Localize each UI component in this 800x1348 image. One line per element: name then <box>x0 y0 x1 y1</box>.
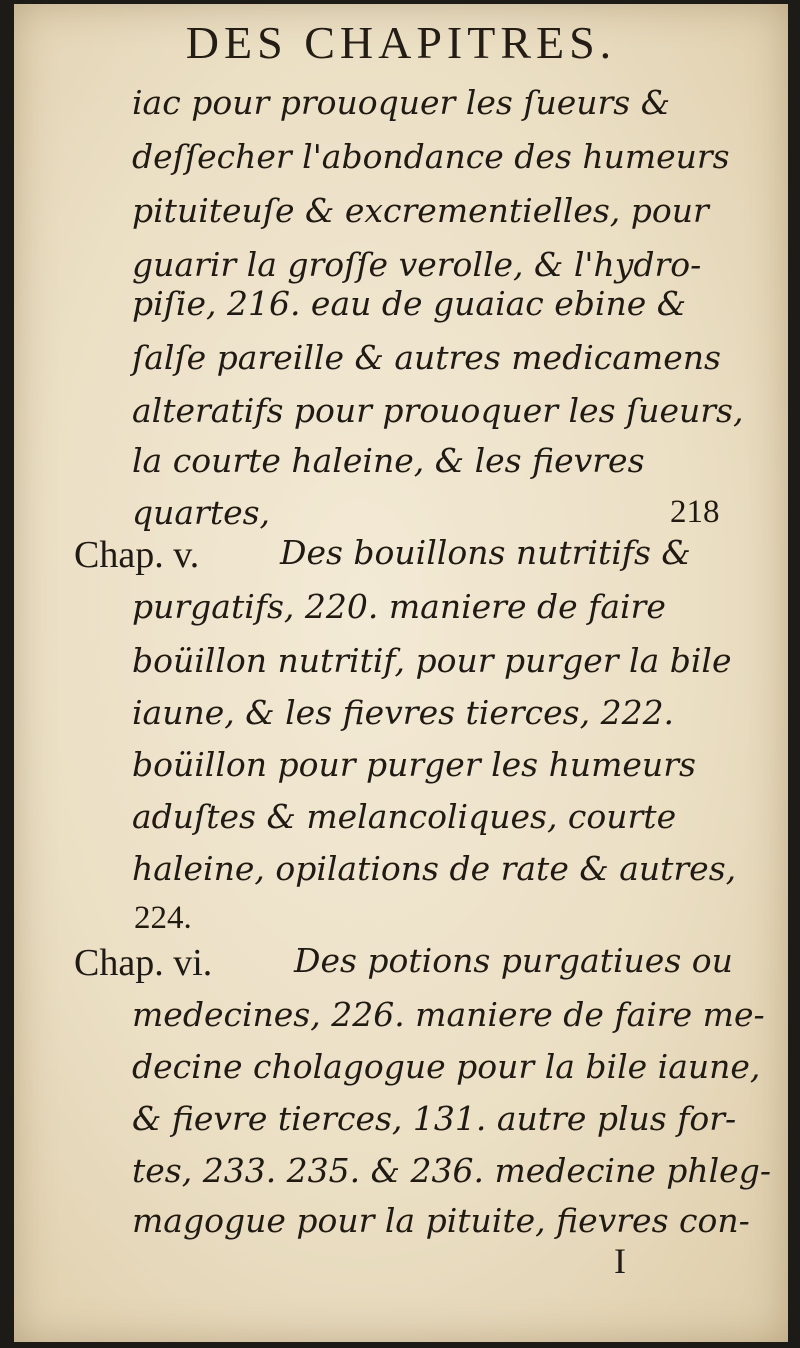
text-line: boüillon nutritif, pour purger la bile <box>132 641 732 680</box>
text-line: iaune, & les fievres tierces, 222. <box>132 693 675 732</box>
chapter-vi-label: Chap. vi. <box>74 942 213 984</box>
text-line: aduſtes & melancoliques, courte <box>132 797 677 836</box>
running-header: DES CHAPITRES. <box>185 17 617 68</box>
book-page <box>14 4 788 1342</box>
text-line: decine cholagogue pour la bile iaune, <box>132 1047 761 1086</box>
chapter-vi-title: Des potions purgatiues ou <box>294 941 733 980</box>
text-line: boüillon pour purger les humeurs <box>132 745 696 784</box>
page-reference: 218 <box>670 494 720 530</box>
text-line: medecines, 226. maniere de faire me- <box>132 995 765 1034</box>
text-line: alteratifs pour prouoquer les ſueurs, <box>132 391 744 430</box>
text-line: pituiteuſe & excrementielles, pour <box>132 191 709 230</box>
text-line: quartes, <box>132 493 271 532</box>
text-line: haleine, opilations de rate & autres, <box>132 849 737 888</box>
text-line: iac pour prouoquer les ſueurs & <box>132 83 671 122</box>
text-line: ſalſe pareille & autres medicamens <box>132 338 721 377</box>
chapter-v-title: Des bouillons nutritifs & <box>280 533 691 572</box>
text-line: purgatifs, 220. maniere de faire <box>132 587 666 626</box>
text-line: piſie, 216. eau de guaiac ebine & <box>132 284 687 323</box>
page-reference: 224. <box>134 900 192 936</box>
text-line: magogue pour la pituite, fievres con- <box>132 1201 750 1240</box>
text-line: & fievre tierces, 131. autre plus for- <box>132 1099 737 1138</box>
text-line: la courte haleine, & les fievres <box>132 441 645 480</box>
signature-mark: I <box>614 1241 626 1281</box>
text-line: tes, 233. 235. & 236. medecine phleg- <box>132 1151 771 1190</box>
text-line: deſſecher l'abondance des humeurs <box>132 137 730 176</box>
text-line: guarir la groſſe verolle, & l'hydro- <box>132 245 702 284</box>
chapter-v-label: Chap. v. <box>74 534 200 576</box>
